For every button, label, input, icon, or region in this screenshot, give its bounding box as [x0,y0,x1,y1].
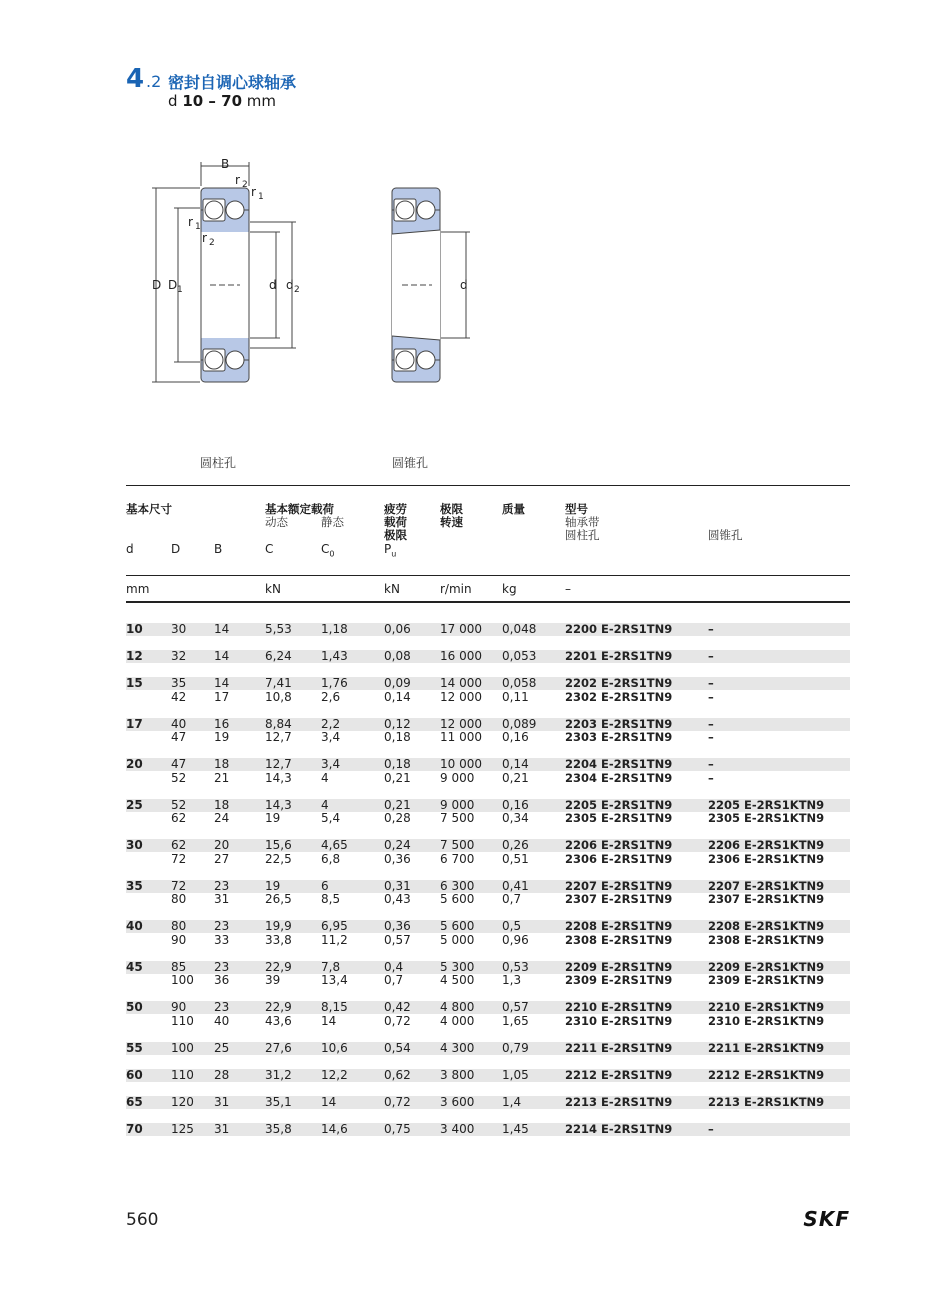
bore-diameter: 50 [126,1000,143,1014]
label-d2-sub: 2 [294,285,300,295]
fatigue-limit: 0,62 [384,1067,411,1082]
designation-cyl: 2206 E-2RS1TN9 [565,838,673,852]
dynamic-load: 10,8 [265,689,292,704]
fatigue-limit: 0,14 [384,689,411,704]
label-B: B [221,157,230,171]
mass: 0,57 [502,1000,529,1014]
designation-cyl: 2208 E-2RS1TN9 [565,919,673,933]
dynamic-load: 27,6 [265,1040,292,1055]
width: 28 [214,1067,230,1082]
dynamic-load: 22,5 [265,851,292,866]
dynamic-load: 12,7 [265,730,292,744]
label-D: D [152,278,162,292]
limiting-speed: 9 000 [440,797,475,812]
width: 20 [214,838,230,852]
outer-diameter: 90 [171,932,187,947]
label-d: d [269,278,277,292]
section-number: 4 [126,64,144,94]
limiting-speed: 12 000 [440,689,482,704]
mass: 0,11 [502,689,529,704]
limiting-speed: 4 300 [440,1040,475,1055]
bore-diameter: 25 [126,797,143,812]
range-value: 10 – 70 [182,92,243,110]
fatigue-limit: 0,12 [384,716,411,731]
static-load: 4,65 [321,838,348,852]
width: 18 [214,797,230,812]
limiting-speed: 7 500 [440,838,475,852]
designation-taper: – [708,757,714,771]
label-r2-left: r [202,231,207,245]
limiting-speed: 10 000 [440,757,482,771]
designation-taper: 2306 E-2RS1KTN9 [708,851,825,866]
limiting-speed: 4 000 [440,1013,475,1028]
label-D1: D [168,278,178,292]
limiting-speed: 5 600 [440,919,475,933]
outer-diameter: 42 [171,689,187,704]
width: 31 [214,1121,230,1136]
limiting-speed: 9 000 [440,770,475,785]
outer-diameter: 100 [171,1040,194,1055]
table-top-rule [126,485,850,486]
designation-taper: – [708,1121,714,1136]
static-load: 3,4 [321,730,341,744]
limiting-speed: 12 000 [440,716,482,731]
unit-mm: mm [126,582,150,596]
mass: 0,26 [502,838,529,852]
limiting-speed: 14 000 [440,676,482,690]
header-limiting-speed: 极限 转速 [440,502,463,529]
limiting-speed: 3 600 [440,1094,475,1109]
designation-taper: 2212 E-2RS1KTN9 [708,1067,825,1082]
bore-diameter: 70 [126,1121,143,1136]
width: 27 [214,851,230,866]
designation-cyl: 2214 E-2RS1TN9 [565,1121,673,1136]
dynamic-load: 26,5 [265,892,292,906]
bore-diameter: 60 [126,1067,143,1082]
bore-range [168,92,276,110]
section-subnumber: .2 [146,72,162,91]
limiting-speed: 3 400 [440,1121,475,1136]
designation-taper: 2208 E-2RS1KTN9 [708,919,825,933]
designation-cyl: 2308 E-2RS1TN9 [565,932,673,947]
static-load: 12,2 [321,1067,348,1082]
limiting-speed: 6 700 [440,851,475,866]
table-row [126,718,850,731]
symbol-C: C [265,542,274,556]
unit-kN-fatigue: kN [384,582,400,596]
bore-diameter: 30 [126,838,143,852]
designation-cyl: 2302 E-2RS1TN9 [565,689,673,704]
mass: 0,51 [502,851,529,866]
fatigue-limit: 0,08 [384,649,411,663]
bore-diameter: 45 [126,959,143,974]
bore-diameter: 55 [126,1040,143,1055]
width: 31 [214,892,230,906]
static-load: 5,4 [321,811,341,825]
fatigue-limit: 0,54 [384,1040,411,1055]
section-title: 密封自调心球轴承 [168,73,297,92]
static-load: 13,4 [321,973,348,987]
bore-diameter: 12 [126,649,143,663]
mass: 0,058 [502,676,537,690]
dynamic-load: 31,2 [265,1067,292,1082]
mass: 0,21 [502,770,529,785]
limiting-speed: 4 500 [440,973,475,987]
mass: 0,41 [502,878,529,893]
limiting-speed: 4 800 [440,1000,475,1014]
label-r2-left-sub: 2 [209,238,215,248]
outer-diameter: 47 [171,730,187,744]
limiting-speed: 7 500 [440,811,475,825]
fatigue-limit: 0,21 [384,770,411,785]
static-load: 6,8 [321,851,341,866]
mass: 0,16 [502,730,529,744]
dynamic-load: 15,6 [265,838,292,852]
limiting-speed: 5 600 [440,892,475,906]
designation-cyl: 2201 E-2RS1TN9 [565,649,673,663]
designation-taper: 2213 E-2RS1KTN9 [708,1094,825,1109]
outer-diameter: 72 [171,878,187,893]
width: 33 [214,932,230,947]
designation-cyl: 2209 E-2RS1TN9 [565,959,673,974]
outer-diameter: 80 [171,919,187,933]
header-designation: 型号 轴承带 圆柱孔 [565,502,600,542]
mass: 0,048 [502,622,537,636]
fatigue-limit: 0,28 [384,811,411,825]
bore-diameter: 40 [126,919,143,933]
designation-cyl: 2204 E-2RS1TN9 [565,757,673,771]
designation-cyl: 2203 E-2RS1TN9 [565,716,673,731]
header-mass: 质量 [502,502,525,516]
outer-diameter: 110 [171,1067,194,1082]
static-load: 6 [321,878,329,893]
symbol-B: B [214,542,223,556]
fatigue-limit: 0,75 [384,1121,411,1136]
dynamic-load: 19,9 [265,919,292,933]
static-load: 14,6 [321,1121,348,1136]
bore-diameter: 35 [126,878,143,893]
header-basic-dimensions: 基本尺寸 [126,502,172,516]
designation-taper: 2206 E-2RS1KTN9 [708,838,825,852]
dynamic-load: 12,7 [265,757,292,771]
dynamic-load: 5,53 [265,622,292,636]
designation-cyl: 2309 E-2RS1TN9 [565,973,673,987]
static-load: 8,15 [321,1000,348,1014]
table-row [126,677,850,690]
width: 23 [214,1000,230,1014]
designation-cyl: 2305 E-2RS1TN9 [565,811,673,825]
symbol-Pu: $P_u$ [384,542,397,559]
label-d2: d [286,278,294,292]
fatigue-limit: 0,72 [384,1094,411,1109]
outer-diameter: 52 [171,797,187,812]
header-tapered-bore: 圆锥孔 [708,528,743,542]
width: 40 [214,1013,230,1028]
designation-taper: 2207 E-2RS1KTN9 [708,878,825,893]
fatigue-limit: 0,57 [384,932,411,947]
static-load: 3,4 [321,757,341,771]
width: 23 [214,919,230,933]
mass: 0,96 [502,932,529,947]
static-load: 7,8 [321,959,341,974]
outer-diameter: 40 [171,716,187,731]
mass: 0,14 [502,757,529,771]
table-row [126,1123,850,1136]
designation-taper: – [708,622,714,636]
header-static: 静态 [321,515,344,529]
outer-diameter: 80 [171,892,187,906]
header-dynamic: 动态 [265,515,288,529]
outer-diameter: 62 [171,811,187,825]
mass: 0,16 [502,797,529,812]
label-r1-left: r [188,215,193,229]
tapered-bearing-drawing [392,188,470,382]
label-r2-top: r [235,173,240,187]
dynamic-load: 33,8 [265,932,292,947]
mass: 0,5 [502,919,522,933]
mass: 0,53 [502,959,529,974]
dynamic-load: 19 [265,878,281,893]
dynamic-load: 35,8 [265,1121,292,1136]
width: 14 [214,622,230,636]
static-load: 2,2 [321,716,341,731]
mass: 1,05 [502,1067,529,1082]
dynamic-load: 39 [265,973,281,987]
designation-taper: 2309 E-2RS1KTN9 [708,973,825,987]
dynamic-load: 7,41 [265,676,292,690]
label-r1-top-sub: 1 [258,192,264,202]
dynamic-load: 14,3 [265,770,292,785]
fatigue-limit: 0,4 [384,959,404,974]
mass: 0,7 [502,892,522,906]
range-unit: mm [246,92,277,110]
designation-taper: – [708,730,714,744]
table-row [126,650,850,663]
dynamic-load: 43,6 [265,1013,292,1028]
label-d-tapered: d [460,278,468,292]
bearing-drawings [140,150,500,400]
fatigue-limit: 0,31 [384,878,411,893]
outer-diameter: 125 [171,1121,194,1136]
fatigue-limit: 0,06 [384,622,411,636]
static-load: 8,5 [321,892,341,906]
mass: 0,79 [502,1040,529,1055]
fatigue-limit: 0,7 [384,973,404,987]
designation-cyl: 2205 E-2RS1TN9 [565,797,673,812]
static-load: 11,2 [321,932,348,947]
static-load: 1,43 [321,649,348,663]
page-number: 560 [126,1210,159,1230]
limiting-speed: 3 800 [440,1067,475,1082]
unit-kN-load: kN [265,582,281,596]
designation-taper: – [708,676,714,690]
designation-cyl: 2307 E-2RS1TN9 [565,892,673,906]
width: 23 [214,878,230,893]
limiting-speed: 16 000 [440,649,482,663]
designation-taper: 2305 E-2RS1KTN9 [708,811,825,825]
dynamic-load: 8,84 [265,716,292,731]
unit-speed: r/min [440,582,472,596]
outer-diameter: 72 [171,851,187,866]
static-load: 4 [321,770,329,785]
width: 18 [214,757,230,771]
static-load: 14 [321,1094,337,1109]
mass: 1,4 [502,1094,522,1109]
fatigue-limit: 0,42 [384,1000,411,1014]
bore-diameter: 10 [126,622,143,636]
designation-taper: 2210 E-2RS1KTN9 [708,1000,825,1014]
table-row [126,758,850,771]
unit-mass: kg [502,582,517,596]
range-prefix: d [168,92,178,110]
outer-diameter: 52 [171,770,187,785]
skf-logo: SKF [803,1207,850,1231]
limiting-speed: 17 000 [440,622,482,636]
symbols-rule [126,575,850,576]
header-load-ratings: 基本额定载荷 [265,502,334,516]
mass: 1,65 [502,1013,529,1028]
mass: 1,3 [502,973,522,987]
outer-diameter: 110 [171,1013,194,1028]
bore-diameter: 15 [126,676,143,690]
fatigue-limit: 0,21 [384,797,411,812]
limiting-speed: 5 300 [440,959,475,974]
fatigue-limit: 0,36 [384,851,411,866]
label-D1-sub: 1 [177,285,183,295]
cylindrical-bearing-drawing [152,162,296,382]
designation-cyl: 2306 E-2RS1TN9 [565,851,673,866]
width: 36 [214,973,230,987]
mass: 1,45 [502,1121,529,1136]
label-r1-left-sub: 1 [195,222,201,232]
label-r1-top: r [251,185,256,199]
outer-diameter: 85 [171,959,187,974]
designation-cyl: 2213 E-2RS1TN9 [565,1094,673,1109]
limiting-speed: 11 000 [440,730,482,744]
label-r2-top-sub: 2 [242,180,248,190]
caption-cylindrical-bore: 圆柱孔 [200,456,237,470]
static-load: 10,6 [321,1040,348,1055]
static-load: 6,95 [321,919,348,933]
width: 24 [214,811,230,825]
dynamic-load: 22,9 [265,1000,292,1014]
designation-taper: – [708,716,714,731]
designation-cyl: 2211 E-2RS1TN9 [565,1040,673,1055]
fatigue-limit: 0,24 [384,838,411,852]
designation-taper: 2209 E-2RS1KTN9 [708,959,825,974]
outer-diameter: 62 [171,838,187,852]
outer-diameter: 90 [171,1000,187,1014]
fatigue-limit: 0,18 [384,757,411,771]
designation-cyl: 2212 E-2RS1TN9 [565,1067,673,1082]
limiting-speed: 5 000 [440,932,475,947]
width: 17 [214,689,230,704]
caption-tapered-bore: 圆锥孔 [392,456,429,470]
dynamic-load: 22,9 [265,959,292,974]
dynamic-load: 19 [265,811,281,825]
width: 31 [214,1094,230,1109]
table-row [126,623,850,636]
outer-diameter: 35 [171,676,187,690]
designation-taper: – [708,649,714,663]
width: 14 [214,649,230,663]
width: 19 [214,730,230,744]
header-fatigue-load: 疲劳 载荷 极限 [384,502,407,542]
static-load: 1,18 [321,622,348,636]
width: 16 [214,716,230,731]
static-load: 4 [321,797,329,812]
bore-diameter: 20 [126,757,143,771]
width: 14 [214,676,230,690]
designation-cyl: 2303 E-2RS1TN9 [565,730,673,744]
units-rule [126,601,850,603]
width: 25 [214,1040,230,1055]
designation-taper: 2307 E-2RS1KTN9 [708,892,825,906]
designation-taper: – [708,770,714,785]
designation-cyl: 2202 E-2RS1TN9 [565,676,673,690]
symbol-d: d [126,542,134,556]
fatigue-limit: 0,09 [384,676,411,690]
designation-cyl: 2304 E-2RS1TN9 [565,770,673,785]
mass: 0,34 [502,811,529,825]
width: 21 [214,770,230,785]
fatigue-limit: 0,36 [384,919,411,933]
width: 23 [214,959,230,974]
bore-diameter: 65 [126,1094,143,1109]
static-load: 1,76 [321,676,348,690]
fatigue-limit: 0,43 [384,892,411,906]
limiting-speed: 6 300 [440,878,475,893]
outer-diameter: 47 [171,757,187,771]
designation-taper: – [708,689,714,704]
designation-cyl: 2310 E-2RS1TN9 [565,1013,673,1028]
designation-taper: 2308 E-2RS1KTN9 [708,932,825,947]
outer-diameter: 32 [171,649,187,663]
designation-taper: 2310 E-2RS1KTN9 [708,1013,825,1028]
mass: 0,089 [502,716,537,731]
designation-cyl: 2207 E-2RS1TN9 [565,878,673,893]
static-load: 14 [321,1013,337,1028]
static-load: 2,6 [321,689,341,704]
symbol-D: D [171,542,181,556]
symbol-C0: $C_0$ [321,542,335,559]
fatigue-limit: 0,72 [384,1013,411,1028]
bore-diameter: 17 [126,716,143,731]
designation-cyl: 2200 E-2RS1TN9 [565,622,673,636]
designation-taper: 2205 E-2RS1KTN9 [708,797,825,812]
dynamic-load: 6,24 [265,649,292,663]
designation-taper: 2211 E-2RS1KTN9 [708,1040,825,1055]
fatigue-limit: 0,18 [384,730,411,744]
mass: 0,053 [502,649,537,663]
outer-diameter: 100 [171,973,194,987]
outer-diameter: 30 [171,622,187,636]
dynamic-load: 14,3 [265,797,292,812]
dynamic-load: 35,1 [265,1094,292,1109]
outer-diameter: 120 [171,1094,194,1109]
designation-cyl: 2210 E-2RS1TN9 [565,1000,673,1014]
unit-designation: – [565,582,571,596]
